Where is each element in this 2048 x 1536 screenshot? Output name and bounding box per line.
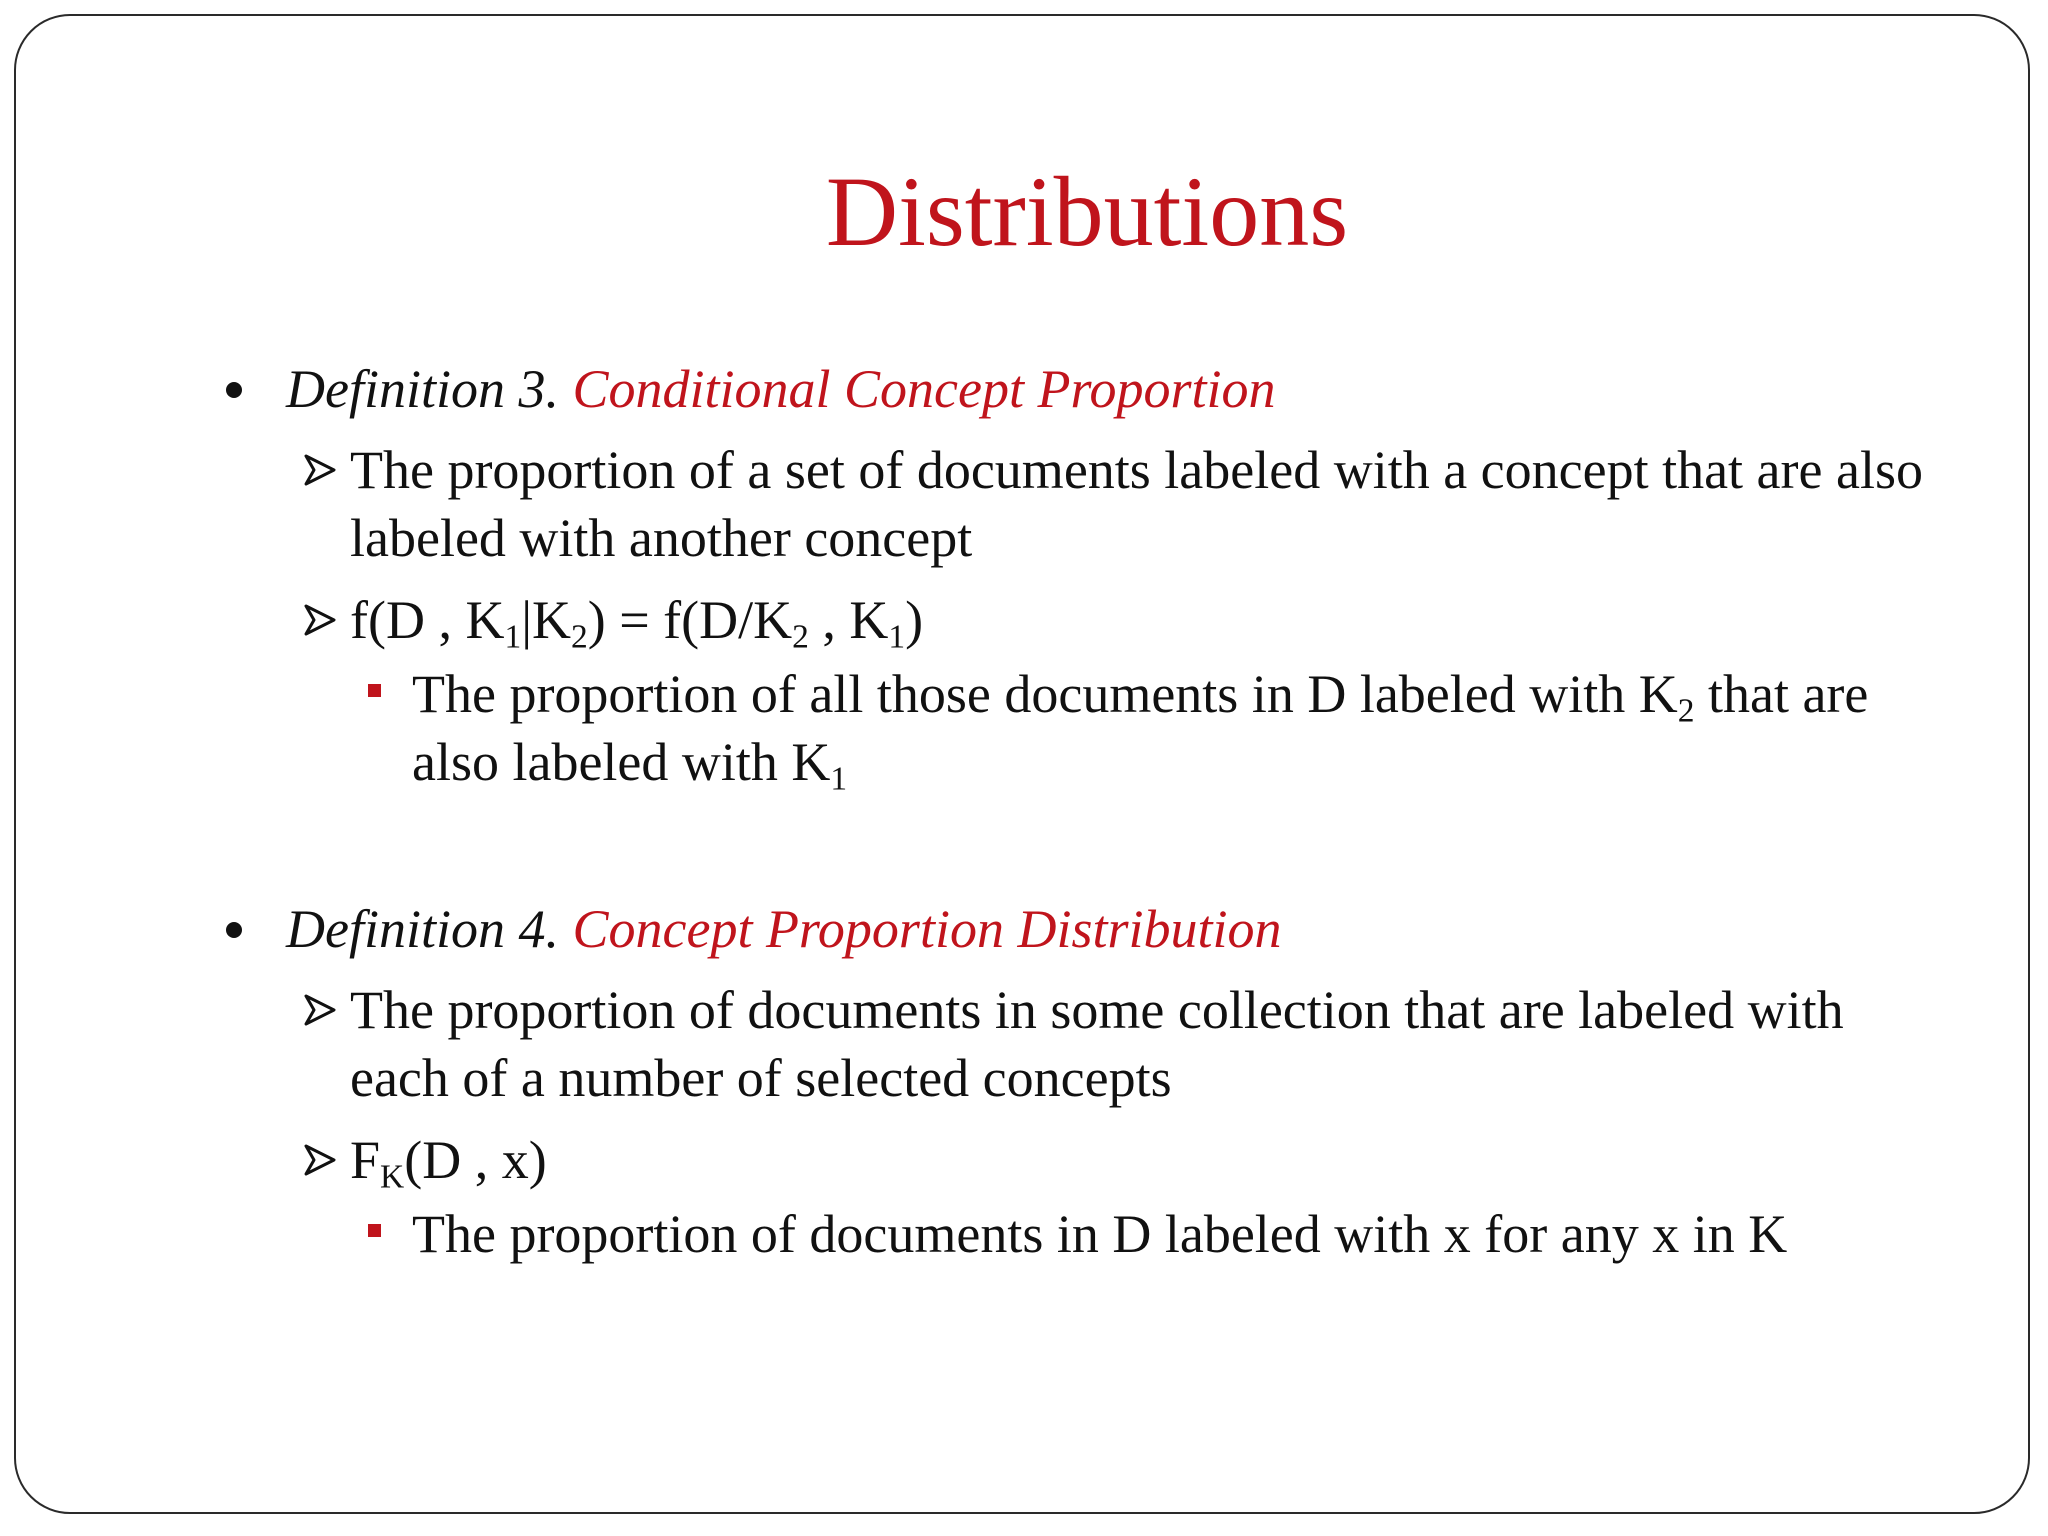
arrow-bullet-icon	[300, 450, 340, 490]
arrow-bullet-icon	[300, 990, 340, 1030]
definition-3-name: Conditional Concept Proportion	[572, 359, 1276, 419]
definition-4-label: Definition 4.	[286, 899, 559, 959]
definition-4-description: The proportion of documents in some collection that are labeled with each of a number of selected concepts	[350, 980, 1844, 1108]
slide	[14, 14, 2030, 1514]
arrow-bullet-icon	[300, 600, 340, 640]
arrow-bullet-icon	[300, 1140, 340, 1180]
slide-title: Distributions	[825, 156, 1349, 267]
definition-3-formula-explanation: The proportion of all those documents in D labeled with $K_2$ that are also labeled with $K_1$	[412, 664, 1869, 798]
definition-3-description: The proportion of a set of documents labeled with a concept that are also labeled with another concept	[350, 440, 1923, 568]
definition-4-name: Concept Proportion Distribution	[572, 899, 1282, 959]
bullet-dot-icon	[226, 922, 242, 938]
definition-4-formula-explanation: The proportion of documents in D labeled with x for any x in K	[412, 1204, 1788, 1264]
definition-4-heading	[286, 896, 1282, 962]
bullet-dot-icon	[226, 382, 242, 398]
definition-3-label: Definition 3.	[286, 359, 559, 419]
square-bullet-icon	[368, 684, 381, 697]
definition-3-heading	[286, 356, 1276, 422]
square-bullet-icon	[368, 1224, 381, 1237]
definition-3-formula: f(D , $K_1|K_2) = f(D/K_2$ , $K_1$)	[350, 590, 924, 656]
definition-4-formula: $F_K(D$ , x)	[350, 1130, 547, 1196]
